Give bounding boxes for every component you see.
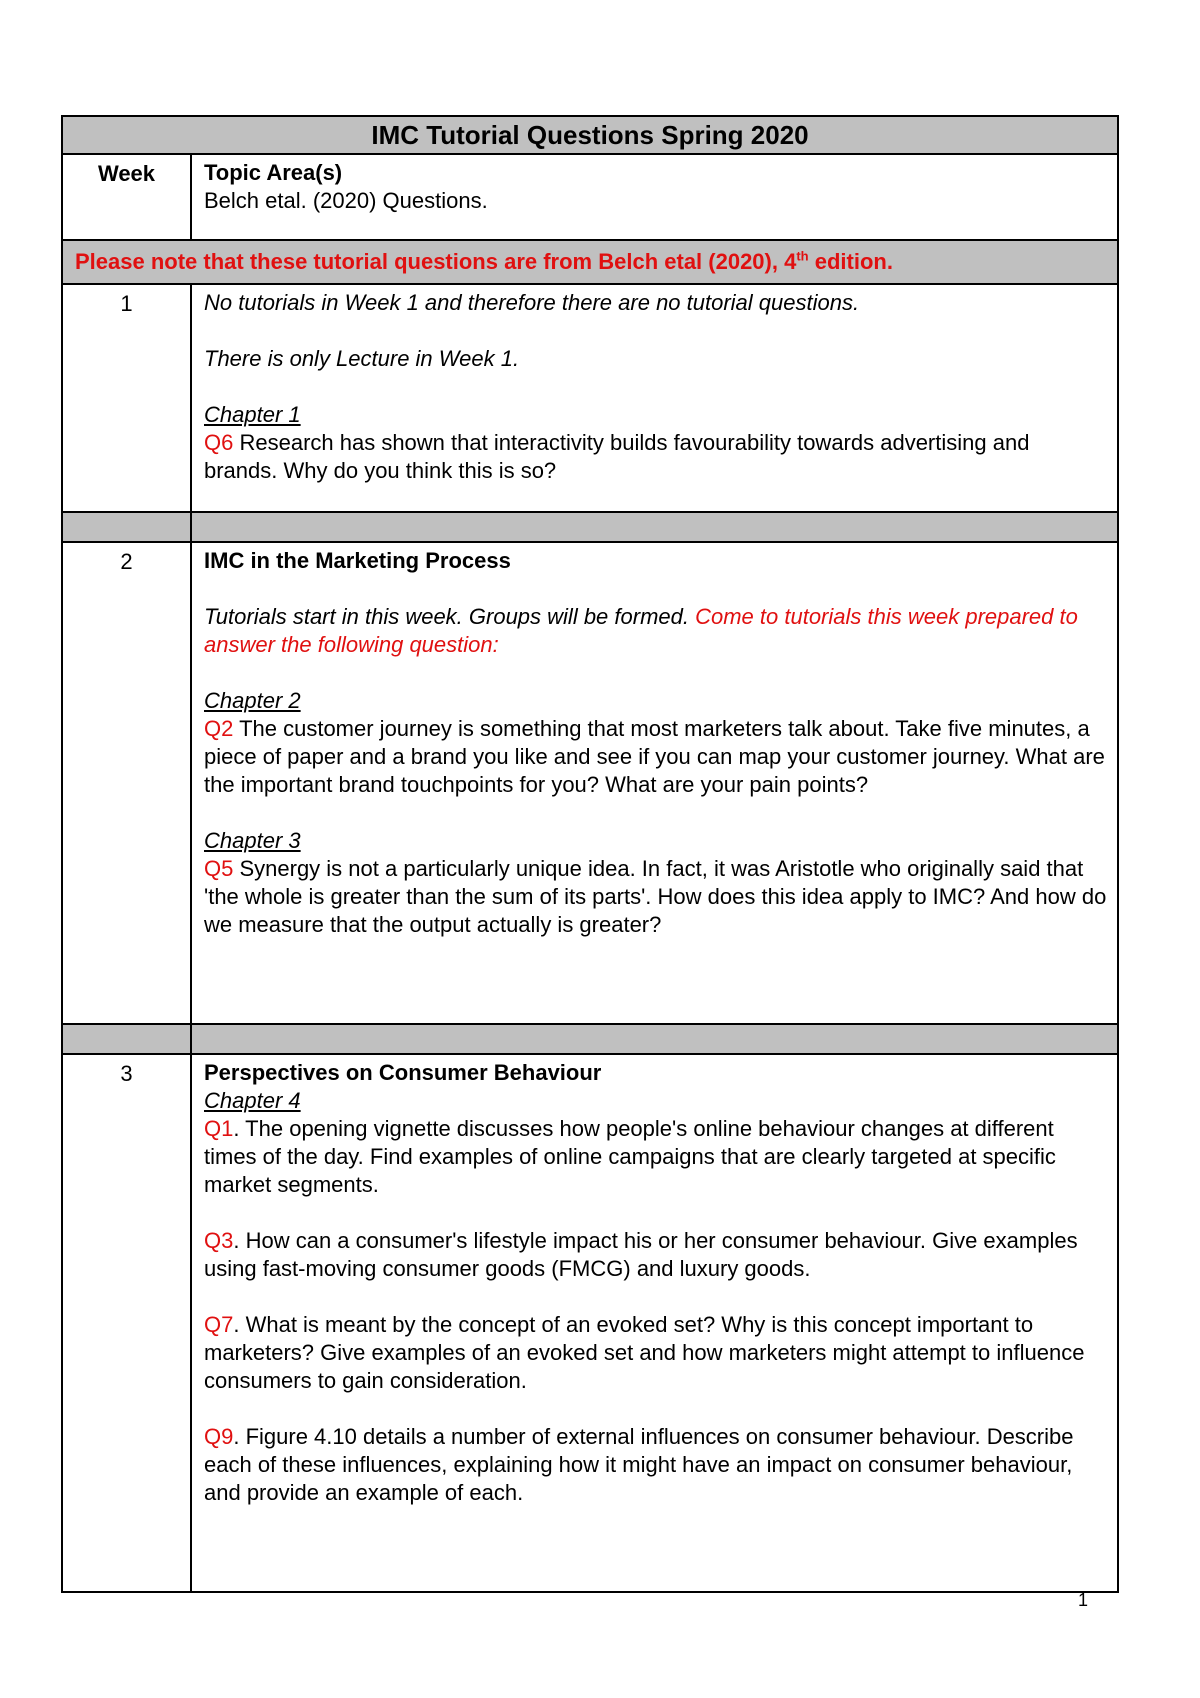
week1-line2: There is only Lecture in Week 1. (204, 346, 520, 371)
question-text: Research has shown that interactivity builds favourability towards advertising and brands. Why do you think this is so? (204, 430, 1030, 483)
question (204, 855, 1107, 939)
note-row (62, 240, 1118, 284)
week-row (62, 542, 1118, 1024)
question (204, 1115, 1107, 1199)
topic-column-header (191, 154, 1118, 240)
separator-row (62, 512, 1118, 542)
week2-intro-instruction: Come to tutorials this week prepared to answer the following question: (204, 604, 1078, 657)
question (204, 715, 1107, 799)
question-text: The customer journey is something that most marketers talk about. Take five minutes, a piece of paper and a brand you like and see if you can map your customer journey. What are the important brand touchpoints for you? What are your pain points? (204, 716, 1105, 797)
question-text: . The opening vignette discusses how people's online behaviour changes at different times of the day. Find examples of online campaigns that are clearly targeted at specific market segments. (204, 1116, 1056, 1197)
question-label: Q7 (204, 1312, 234, 1337)
page-number: 1 (1078, 1590, 1089, 1610)
question-text: Synergy is not a particularly unique idea. In fact, it was Aristotle who originally said that 'the whole is greater than the sum of its parts'. How does this idea apply to IMC? And how do we measure that the output actually is greater? (204, 856, 1107, 937)
chapter-heading: Chapter 2 (204, 688, 301, 713)
edition-note (62, 240, 1118, 284)
header-row (62, 154, 1118, 240)
question-text: . How can a consumer's lifestyle impact his or her consumer behaviour. Give examples using fast-moving consumer goods (FMCG) and luxury goods. (204, 1228, 1078, 1281)
week-number: 2 (62, 542, 191, 1024)
week-number: 3 (62, 1054, 191, 1592)
topic-title: IMC in the Marketing Process (204, 548, 511, 573)
question-label: Q6 (204, 430, 234, 455)
week1-line1: No tutorials in Week 1 and therefore there are no tutorial questions. (204, 290, 860, 315)
question (204, 1227, 1107, 1283)
question-label: Q2 (204, 716, 234, 741)
week-number: 1 (62, 284, 191, 512)
week-content (191, 284, 1118, 512)
question-label: Q1 (204, 1116, 234, 1141)
week-content (191, 542, 1118, 1024)
edition-note-end: edition. (808, 249, 893, 274)
question-label: Q5 (204, 856, 234, 881)
week-column-header: Week (62, 154, 191, 240)
tutorial-table (61, 115, 1119, 1593)
week2-intro (204, 603, 1107, 659)
topic-header-label: Topic Area(s) (204, 160, 343, 185)
topic-header-sub: Belch etal. (2020) Questions. (204, 188, 488, 213)
edition-note-sup: th (796, 248, 809, 264)
question (204, 429, 1107, 485)
question-text: . What is meant by the concept of an evoked set? Why is this concept important to marketers? Give examples of an evoked set and how marketers might attempt to influence consumers to gain consideration. (204, 1312, 1085, 1393)
chapter-heading: Chapter 4 (204, 1088, 301, 1113)
question (204, 1423, 1107, 1507)
week-content (191, 1054, 1118, 1592)
table-title: IMC Tutorial Questions Spring 2020 (62, 116, 1118, 154)
edition-note-text: Please note that these tutorial questions are from Belch etal (2020), 4 (75, 249, 797, 274)
title-row (62, 116, 1118, 154)
chapter-heading: Chapter 3 (204, 828, 301, 853)
week-row (62, 1054, 1118, 1592)
week-row (62, 284, 1118, 512)
question-label: Q9 (204, 1424, 234, 1449)
question-text: . Figure 4.10 details a number of external influences on consumer behaviour. Describe each of these influences, explaining how it might have an impact on consumer behaviour, and provide an example of each. (204, 1424, 1074, 1505)
question-label: Q3 (204, 1228, 234, 1253)
question (204, 1311, 1107, 1395)
separator-row (62, 1024, 1118, 1054)
week2-intro-text: Tutorials start in this week. Groups will be formed. (204, 604, 696, 629)
chapter-heading: Chapter 1 (204, 402, 301, 427)
topic-title: Perspectives on Consumer Behaviour (204, 1060, 602, 1085)
